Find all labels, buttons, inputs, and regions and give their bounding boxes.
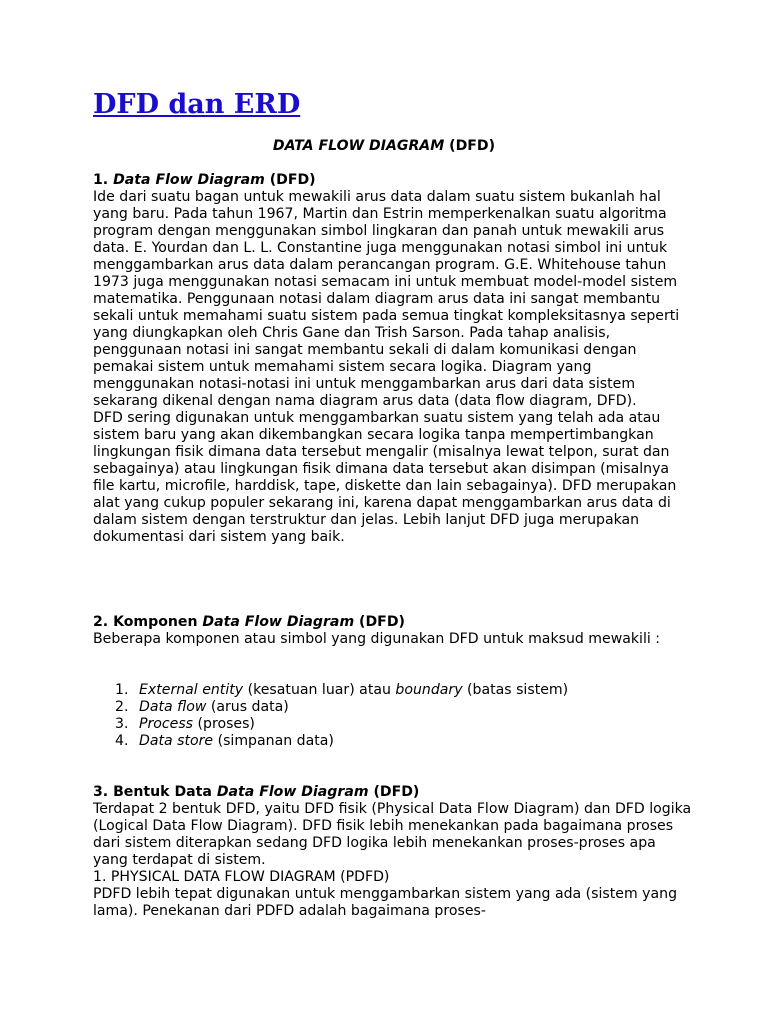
- section-1: [93, 172, 693, 546]
- section-2-heading-rest: (DFD): [354, 614, 405, 630]
- list-item-desc: (arus data): [206, 699, 289, 715]
- section-2-intro: Beberapa komponen atau simbol yang digunakan DFD untuk maksud mewakili :: [93, 631, 661, 647]
- list-item-desc: (proses): [193, 716, 255, 732]
- section-1-paragraph-1: Ide dari suatu bagan untuk mewakili arus data dalam suatu sistem bukanlah hal yang baru. Pada tahun 1967, Martin dan Estrin memperkenalkan suatu algoritma program dengan menggunakan simbol lingkaran dan panah untuk mewakili arus data. E. Yourdan dan L. L. Constantine juga menggunakan notasi simbol ini untuk menggambarkan arus data dalam perancangan program. G.E. Whitehouse tahun 1973 juga menggunakan notasi semacam ini untuk membuat model-model sistem matematika. Penggunaan notasi dalam diagram arus data ini sangat membantu sekali untuk memahami suatu sistem pada semua tingkat kompleksitasnya seperti yang diungkapkan oleh Chris Gane dan Trish Sarson. Pada tahap analisis, penggunaan notasi ini sangat membantu sekali di dalam komunikasi dengan pemakai sistem untuk memahami sistem secara logika. Diagram yang menggunakan notasi-notasi ini untuk menggambarkan arus dari data sistem sekarang dikenal dengan nama diagram arus data (data flow diagram, DFD).: [93, 189, 680, 409]
- center-heading: [93, 138, 675, 155]
- section-1-heading-italic: Data Flow Diagram: [113, 172, 265, 188]
- list-item-desc-2: (batas sistem): [462, 682, 569, 698]
- section-3-heading: [93, 784, 693, 801]
- list-item-number: 2.: [115, 699, 129, 715]
- section-1-heading-rest: (DFD): [264, 172, 316, 188]
- list-item-term-2: boundary: [395, 682, 463, 698]
- center-heading-rest: (DFD): [444, 138, 496, 154]
- list-item-term: Data flow: [139, 699, 207, 715]
- section-3-paragraph-1: Terdapat 2 bentuk DFD, yaitu DFD fisik (Physical Data Flow Diagram) dan DFD logika (Logical Data Flow Diagram). DFD fisik lebih menekankan pada bagaimana proses dari sistem diterapkan sedang DFD logika lebih menekankan proses-proses apa yang terdapat di sistem.: [93, 801, 692, 868]
- list-item-number: 3.: [115, 716, 129, 732]
- section-3: [93, 784, 693, 920]
- section-2-heading-italic: Data Flow Diagram: [202, 614, 355, 630]
- section-3-subheading: 1. PHYSICAL DATA FLOW DIAGRAM (PDFD): [93, 869, 390, 885]
- list-item: [93, 699, 693, 716]
- center-heading-italic: DATA FLOW DIAGRAM: [272, 138, 445, 154]
- section-3-heading-rest: (DFD): [368, 784, 420, 800]
- section-1-number: 1.: [93, 172, 114, 188]
- list-item-term: Process: [139, 716, 194, 732]
- section-1-heading: [93, 172, 693, 189]
- section-3-number: 3. Bentuk Data: [93, 784, 217, 800]
- list-item-desc: (kesatuan luar) atau: [243, 682, 396, 698]
- list-item-term: External entity: [139, 682, 244, 698]
- section-3-paragraph-2: PDFD lebih tepat digunakan untuk menggambarkan sistem yang ada (sistem yang lama). Penekanan dari PDFD adalah bagaimana proses-: [93, 886, 678, 919]
- list-item-desc: (simpanan data): [213, 733, 334, 749]
- list-item-term: Data store: [139, 733, 214, 749]
- list-item-number: 4.: [115, 733, 129, 749]
- list-item: [93, 716, 693, 733]
- document-title-link[interactable]: DFD dan ERD: [93, 89, 301, 120]
- components-list: [93, 682, 693, 750]
- section-3-heading-italic: Data Flow Diagram: [216, 784, 369, 800]
- list-item-number: 1.: [115, 682, 129, 698]
- section-2: [93, 614, 693, 648]
- section-2-number: 2. Komponen: [93, 614, 203, 630]
- list-item: [93, 682, 693, 699]
- list-item: [93, 733, 693, 750]
- section-2-heading: [93, 614, 693, 631]
- section-1-paragraph-2: DFD sering digunakan untuk menggambarkan suatu sistem yang telah ada atau sistem baru yang akan dikembangkan secara logika tanpa mempertimbangkan lingkungan fisik dimana data tersebut mengalir (misalnya lewat telpon, surat dan sebagainya) atau lingkungan fisik dimana data tersebut akan disimpan (misalnya file kartu, microfile, harddisk, tape, diskette dan lain sebagainya). DFD merupakan alat yang cukup populer sekarang ini, karena dapat menggambarkan arus data di dalam sistem dengan terstruktur dan jelas. Lebih lanjut DFD juga merupakan dokumentasi dari sistem yang baik.: [93, 410, 677, 545]
